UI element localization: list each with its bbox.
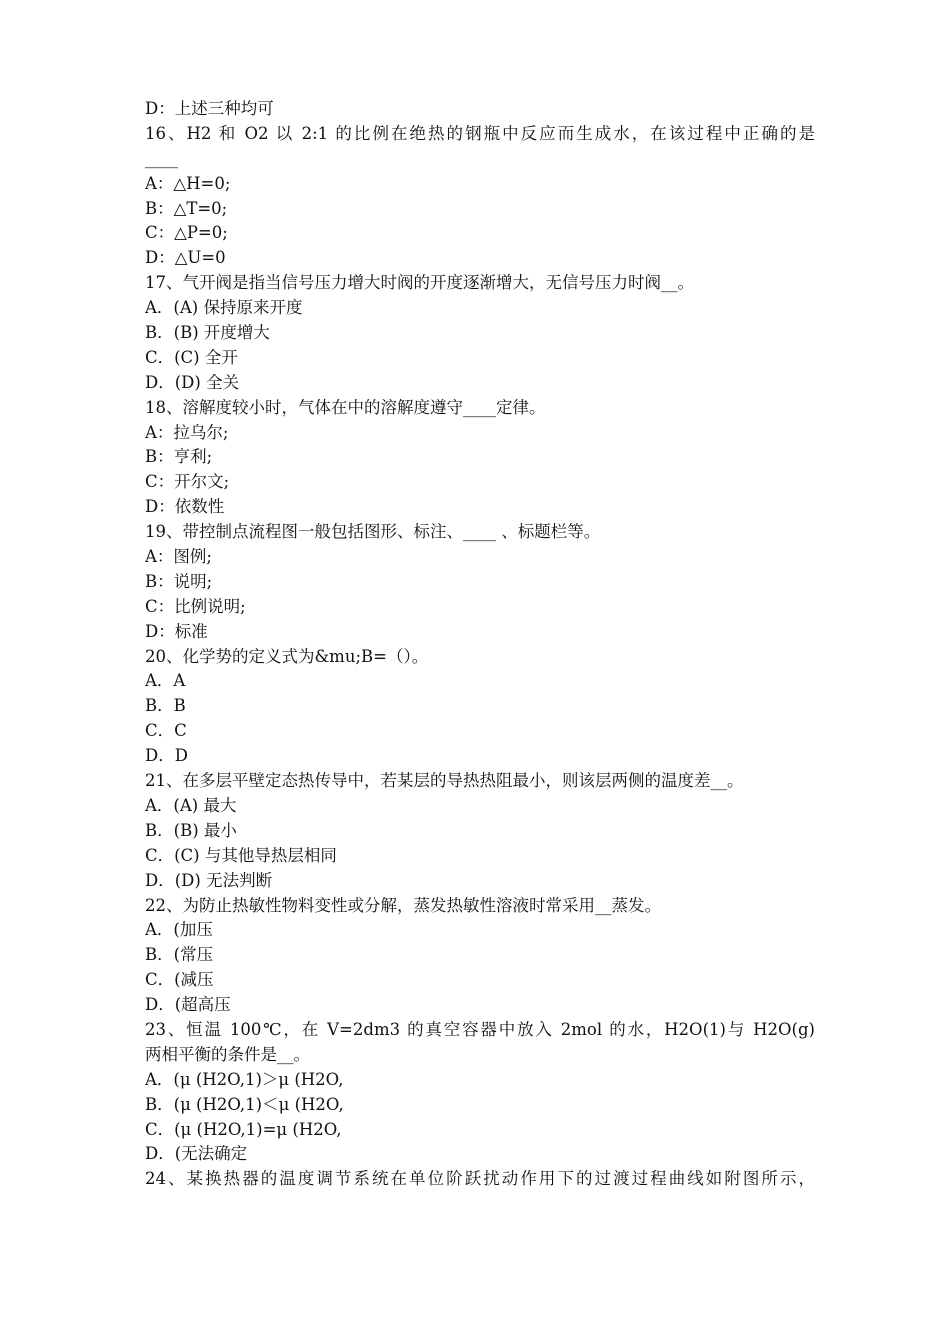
- option-line: C：△P=0;: [145, 223, 228, 243]
- option-line: D．(无法确定: [145, 1144, 248, 1164]
- option-line: B．(μ (H2O,1)＜μ (H2O,: [145, 1094, 344, 1114]
- option-line: A．(A) 最大: [145, 795, 237, 815]
- option-line: C．(C) 全开: [145, 347, 238, 367]
- option-line: A．A: [145, 671, 186, 691]
- question-line: 19、带控制点流程图一般包括图形、标注、____ 、标题栏等。: [145, 522, 601, 542]
- option-line: D．(超高压: [145, 995, 231, 1015]
- option-line: B．(常压: [145, 945, 214, 965]
- option-line: C：比例说明;: [145, 596, 246, 616]
- option-line: C．(减压: [145, 970, 214, 990]
- option-line: A．(μ (H2O,1)＞μ (H2O,: [145, 1069, 344, 1089]
- question-line: 22、为防止热敏性物料变性或分解，蒸发热敏性溶液时常采用__蒸发。: [145, 895, 661, 915]
- option-line: B：△T=0;: [145, 198, 228, 218]
- option-line: C：开尔文;: [145, 472, 230, 492]
- question-line: 24、某换热器的温度调节系统在单位阶跃扰动作用下的过渡过程曲线如附图所示，: [145, 1169, 815, 1189]
- option-line: A．(A) 保持原来开度: [145, 298, 303, 318]
- option-line: A．(加压: [145, 920, 213, 940]
- option-line: C．C: [145, 721, 187, 741]
- question-line: 17、气开阀是指当信号压力增大时阀的开度逐渐增大，无信号压力时阀__。: [145, 273, 694, 293]
- option-line: D：标准: [145, 621, 208, 641]
- option-line: D：依数性: [145, 497, 225, 517]
- option-line: A：拉乌尔;: [145, 422, 229, 442]
- question-line: 23、恒温 100℃，在 V=2dm3 的真空容器中放入 2mol 的水，H2O(1)与 H2O(g): [145, 1019, 815, 1039]
- option-line: D：△U=0: [145, 248, 226, 268]
- question-line: 16、H2 和 O2 以 2:1 的比例在绝热的钢瓶中反应而生成水，在该过程中正确的是: [145, 123, 815, 143]
- option-line: B．B: [145, 696, 186, 716]
- document-page: [145, 97, 815, 1192]
- option-line: B：亨利;: [145, 447, 213, 467]
- option-line: D．(D) 无法判断: [145, 870, 273, 890]
- question-line: 21、在多层平壁定态热传导中，若某层的导热热阻最小，则该层两侧的温度差__。: [145, 771, 744, 791]
- option-line: B：说明;: [145, 571, 213, 591]
- option-line: D．D: [145, 746, 188, 766]
- answer-blank: ____: [145, 148, 178, 168]
- option-line: A：△H=0;: [145, 173, 231, 193]
- question-line: 18、溶解度较小时，气体在中的溶解度遵守____定律。: [145, 397, 546, 417]
- option-line: D．(D) 全关: [145, 372, 240, 392]
- option-line: D：上述三种均可: [145, 99, 274, 118]
- option-line: C．(μ (H2O,1)=μ (H2O,: [145, 1119, 342, 1139]
- option-line: C．(C) 与其他导热层相同: [145, 845, 337, 865]
- question-line: 20、化学势的定义式为&mu;B=（）。: [145, 646, 429, 666]
- option-line: A：图例;: [145, 547, 212, 567]
- option-line: B．(B) 开度增大: [145, 323, 270, 343]
- option-line: B．(B) 最小: [145, 820, 237, 840]
- question-line-continued: 两相平衡的条件是__。: [145, 1044, 310, 1064]
